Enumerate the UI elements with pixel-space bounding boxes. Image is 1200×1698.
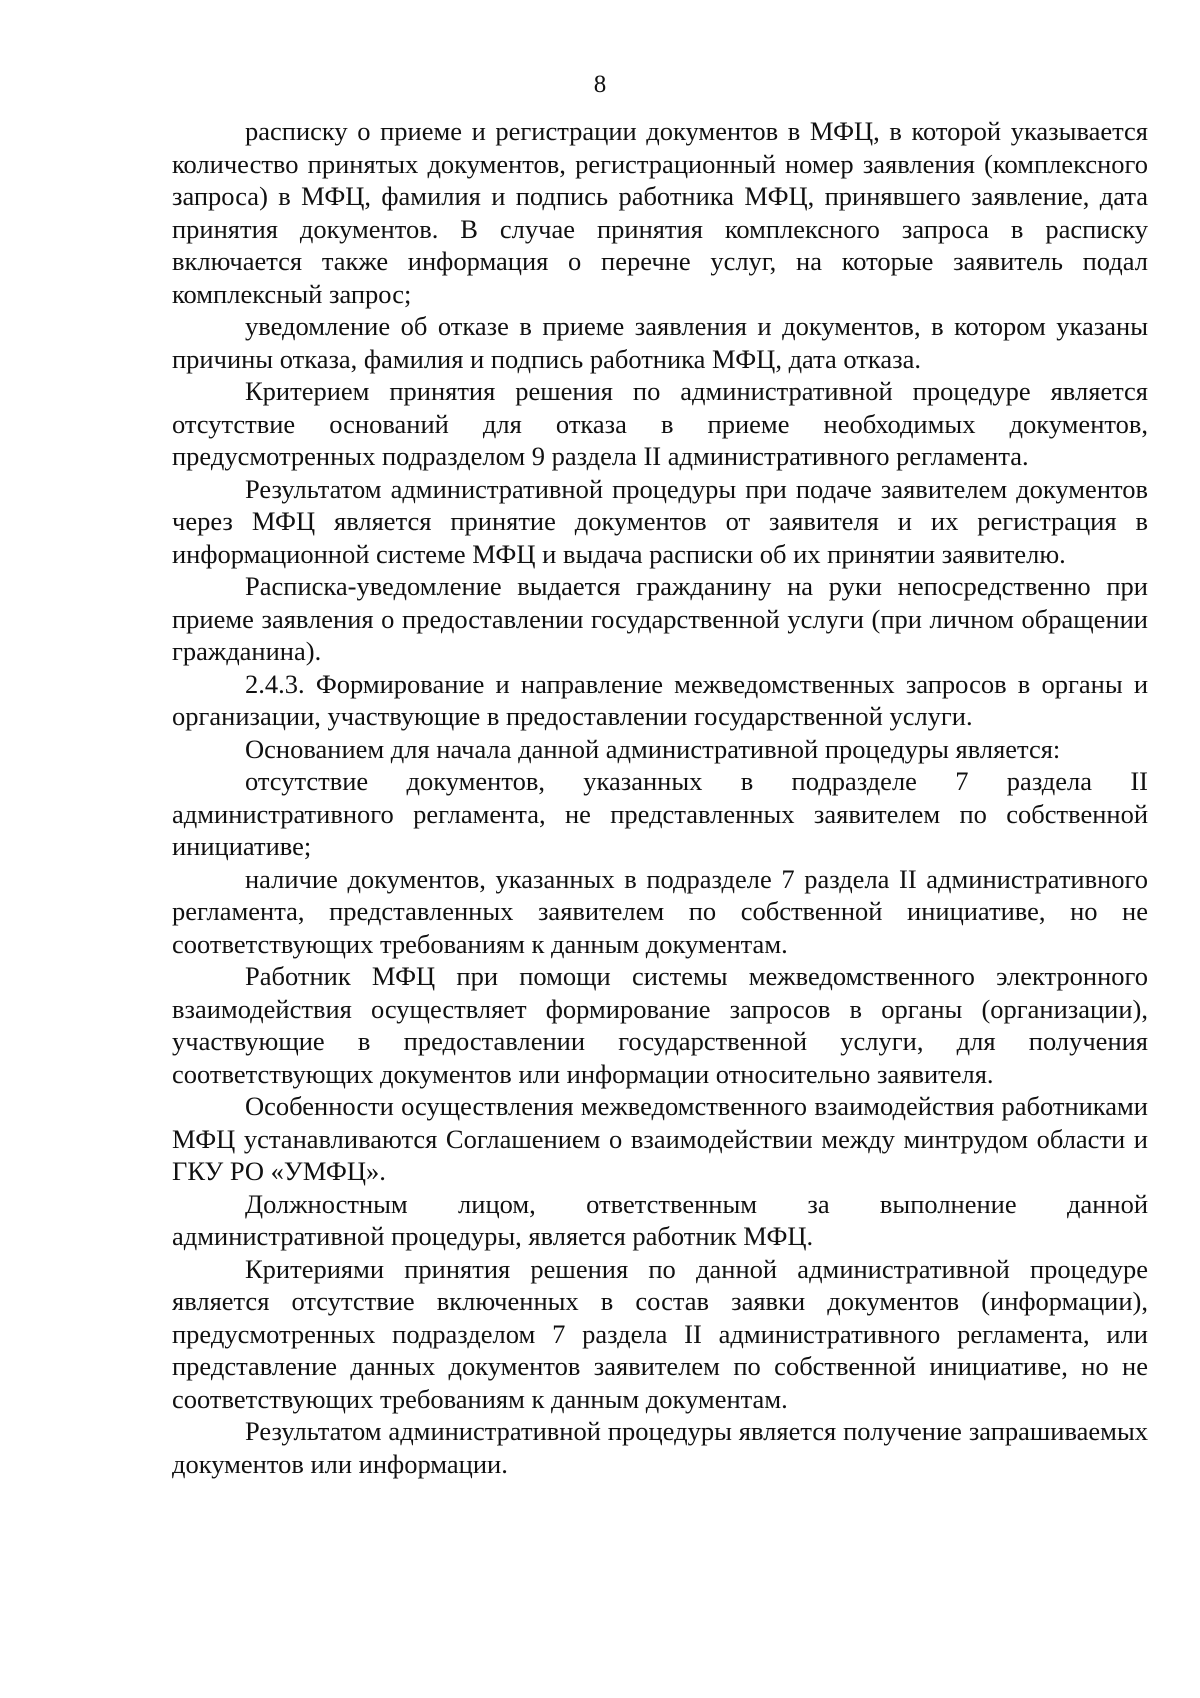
paragraph-grounds: Основанием для начала данной административной процедуры является: [245, 733, 1061, 764]
paragraph-decision-criterion: Критерием принятия решения по административной процедуре является отсутствие оснований для отказа в приеме необходимых документов, предусмотренных подразделом 9 раздела II административного регламента. [172, 376, 1148, 471]
paragraph-absence-of-documents: отсутствие документов, указанных в подразделе 7 раздела II административного регламента, не представленных заявителем по собственной инициативе; [172, 766, 1148, 861]
paragraph-receipt: расписку о приеме и регистрации документов в МФЦ, в которой указывается количество принятых документов, регистрационный номер заявления (комплексного запроса) в МФЦ, фамилия и подпись работника МФЦ, принявшего заявление, дата принятия документов. В случае принятия комплексного запроса в расписку включается также информация о перечне услуг, на которые заявитель подал комплексный запрос; [172, 116, 1148, 309]
paragraph-section-2-4-3: 2.4.3. Формирование и направление межведомственных запросов в органы и организации, участвующие в предоставлении государственной услуги. [172, 668, 1148, 731]
paragraph-presence-of-documents: наличие документов, указанных в подразделе 7 раздела II административного регламента, представленных заявителем по собственной инициативе, но не соответствующих требованиям к данным документам. [172, 863, 1148, 959]
paragraph-mfc-worker-requests: Работник МФЦ при помощи системы межведомственного электронного взаимодействия осуществляет формирование запросов в органы (организации), участвующие в предоставлении государственной услуги, для получения соответствующих документов или информации относительно заявителя. [172, 961, 1148, 1089]
page-number: 8 [593, 71, 607, 98]
paragraph-final-result: Результатом административной процедуры является получение запрашиваемых документов или информации. [172, 1416, 1148, 1479]
paragraph-decision-criteria: Критериями принятия решения по данной административной процедуре является отсутствие включенных в состав заявки документов (информации), предусмотренных подразделом 7 раздела II административного регламента, или представление данных документов заявителем по собственной инициативе, но не соответствующих требованиям к данным документам. [172, 1253, 1148, 1414]
paragraph-procedure-result: Результатом административной процедуры при подаче заявителем документов через МФЦ является принятие документов от заявителя и их регистрация в информационной системе МФЦ и выдача расписки об их принятии заявителю. [172, 473, 1148, 569]
document-body [172, 115, 1148, 1480]
paragraph-interaction-features: Особенности осуществления межведомственного взаимодействия работниками МФЦ устанавливаются Соглашением о взаимодействии между минтрудом области и ГКУ РО «УМФЦ». [172, 1091, 1148, 1186]
paragraph-responsible-official: Должностным лицом, ответственным за выполнение данной административной процедуры, является работник МФЦ. [172, 1188, 1148, 1251]
paragraph-refusal-notice: уведомление об отказе в приеме заявления и документов, в котором указаны причины отказа, фамилия и подпись работника МФЦ, дата отказа. [172, 311, 1148, 374]
paragraph-receipt-notification: Расписка-уведомление выдается гражданину на руки непосредственно при приеме заявления о предоставлении государственной услуги (при личном обращении гражданина). [172, 571, 1148, 666]
